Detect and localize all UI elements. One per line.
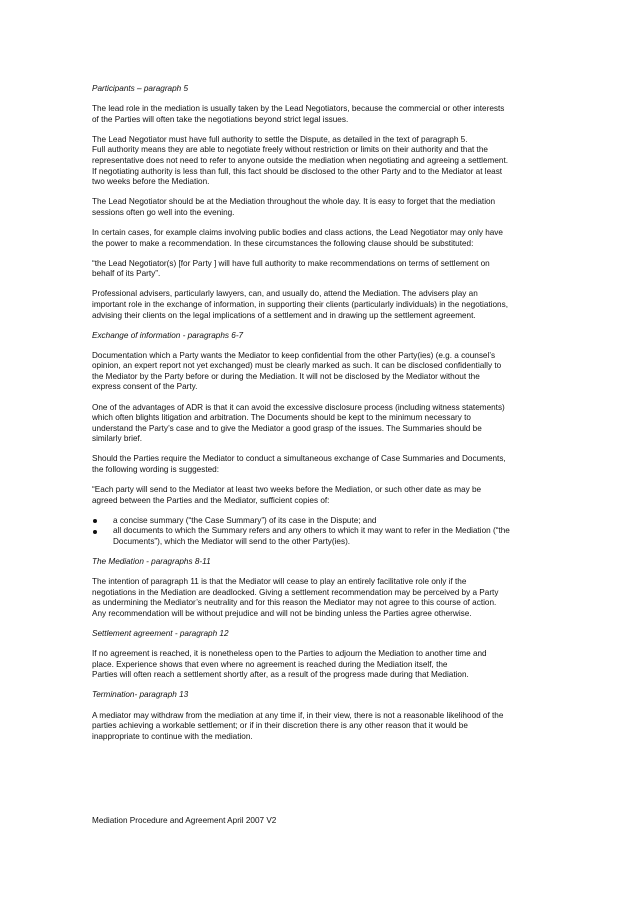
text-line: the Mediator by the Party before or during the Mediation. It will not be disclosed by the Mediator without the	[92, 371, 480, 381]
text-line: Any recommendation will be without prejudice and will not be binding unless the Parties agree otherwise.	[92, 608, 472, 618]
text-line: The Lead Negotiator should be at the Mediation throughout the whole day. It is easy to forget that the mediation	[92, 197, 496, 207]
section-heading-settlement: Settlement agreement - paragraph 12	[92, 629, 229, 639]
paragraph	[92, 197, 550, 218]
text-line: representative does not need to refer to anyone outside the mediation when negotiating and agreeing a settlement.	[92, 155, 509, 165]
section-heading-termination: Termination- paragraph 13	[92, 690, 189, 700]
paragraph	[92, 577, 550, 619]
paragraph	[92, 289, 550, 321]
paragraph	[92, 403, 550, 445]
quoted-clause	[92, 259, 550, 280]
text-line: opinion, an expert report not yet exchanged) must be clearly marked as such. It can be disclosed confidentially to	[92, 361, 502, 371]
text-line: of the Parties will often take the negotiations beyond strict legal issues.	[92, 114, 349, 124]
page-footer: Mediation Procedure and Agreement April 2007 V2	[92, 816, 277, 825]
text-line: negotiations in the Mediation are deadlocked. Giving a settlement recommendation may be perceived by a Party	[92, 587, 499, 597]
text-line: Professional advisers, particularly lawyers, can, and usually do, attend the Mediation. The advisers play an	[92, 289, 478, 299]
text-line: as undermining the Mediator’s neutrality and for this reason the Mediator may not agree to this course of action.	[92, 598, 497, 608]
text-line: behalf of its Party”.	[92, 269, 161, 279]
text-line: two weeks before the Mediation.	[92, 177, 210, 187]
paragraph	[92, 649, 550, 681]
text-line: the power to make a recommendation. In these circumstances the following clause should be substituted:	[92, 238, 474, 248]
text-line: One of the advantages of ADR is that it can avoid the excessive disclosure process (including witness statements)	[92, 402, 505, 412]
text-line: sessions often go well into the evening.	[92, 207, 235, 217]
paragraph	[92, 454, 550, 475]
paragraph	[92, 351, 550, 393]
text-line: which often blights litigation and arbitration. The Documents should be kept to the minimum necessary to	[92, 413, 471, 423]
text-line: If negotiating authority is less than full, this fact should be disclosed to the other Party and to the Mediator at least	[92, 166, 503, 176]
text-line: parties achieving a workable settlement; or if in their discretion there is any other reason that it would be	[92, 721, 468, 731]
text-line: A mediator may withdraw from the mediation at any time if, in their view, there is not a reasonable likelihood of the	[92, 710, 504, 720]
text-line: Documents”), which the Mediator will send to the other Party(ies).	[113, 537, 351, 546]
text-line: important role in the exchange of information, in supporting their clients (particularly individuals) in the negotiations,	[92, 299, 508, 309]
bullet-list	[92, 516, 550, 548]
text-line: the following wording is suggested:	[92, 465, 219, 475]
section-heading-participants: Participants – paragraph 5	[92, 84, 189, 93]
bullet-icon	[93, 519, 97, 523]
text-line: Should the Parties require the Mediator to conduct a simultaneous exchange of Case Summaries and Documents,	[92, 454, 506, 464]
text-line: In certain cases, for example claims involving public bodies and class actions, the Lead Negotiator may only have	[92, 227, 503, 237]
text-line: If no agreement is reached, it is nonetheless open to the Parties to adjourn the Mediation to another time and	[92, 649, 487, 659]
document-body	[92, 84, 550, 752]
text-line: express consent of the Party.	[92, 382, 198, 392]
text-line: The lead role in the mediation is usually taken by the Lead Negotiators, because the commercial or other interests	[92, 104, 505, 114]
bullet-item	[92, 526, 550, 547]
paragraph	[92, 104, 550, 125]
paragraph	[92, 228, 550, 249]
text-line: place. Experience shows that even where no agreement is reached during the Mediation itself, the	[92, 659, 448, 669]
text-line: understand the Party’s case and to give the Mediator a good grasp of the issues. The Summaries should be	[92, 423, 482, 433]
bullet-icon	[93, 530, 97, 534]
paragraph	[92, 711, 550, 743]
text-line: advising their clients on the legal implications of a settlement and in drawing up the settlement agreement.	[92, 310, 476, 320]
paragraph	[92, 135, 550, 188]
text-line: Documentation which a Party wants the Mediator to keep confidential from the other Party(ies) (e.g. a counsel’s	[92, 350, 496, 360]
section-heading-mediation: The Mediation - paragraphs 8-11	[92, 557, 211, 567]
paragraph	[92, 485, 550, 506]
text-line: inappropriate to continue with the mediation.	[92, 731, 253, 741]
text-line: Full authority means they are able to negotiate freely without restriction or limits on their authority and that the	[92, 145, 488, 155]
text-line: all documents to which the Summary refers and any others to which it may want to refer in the Mediation (“the	[113, 526, 510, 536]
text-line: agreed between the Parties and the Mediator, sufficient copies of:	[92, 495, 330, 505]
text-line: “Each party will send to the Mediator at least two weeks before the Mediation, or such other date as may be	[92, 485, 482, 495]
section-heading-exchange: Exchange of information - paragraphs 6-7	[92, 330, 244, 340]
text-line: Parties will often reach a settlement shortly after, as a result of the progress made during that Mediation.	[92, 670, 469, 680]
bullet-item	[92, 516, 550, 527]
text-line: similarly brief.	[92, 434, 143, 444]
text-line: a concise summary (“the Case Summary”) of its case in the Dispute; and	[113, 515, 377, 525]
text-line: “the Lead Negotiator(s) [for Party ] will have full authority to make recommendations on terms of settlement on	[92, 258, 490, 268]
text-line: The intention of paragraph 11 is that the Mediator will cease to play an entirely facilitative role only if the	[92, 577, 467, 587]
text-line: The Lead Negotiator must have full authority to settle the Dispute, as detailed in the text of paragraph 5.	[92, 134, 468, 144]
